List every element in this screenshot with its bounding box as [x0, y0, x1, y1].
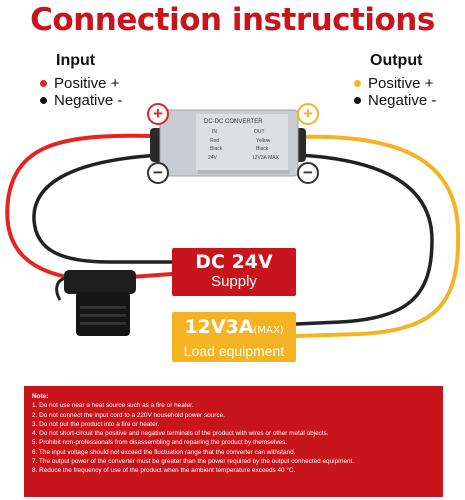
input-plus-symbol: + — [153, 104, 163, 123]
page-title: Connection instructions — [30, 2, 435, 38]
input-positive-label: Positive + — [54, 75, 120, 92]
note-item: 5. Prohibit non-professionals from disassembling and repairing the product by themselves. — [32, 439, 288, 447]
converter-red-label: Red — [210, 138, 220, 144]
output-negative-label: Negative - — [368, 92, 437, 109]
converter-black-out-label: Black — [256, 146, 269, 152]
converter-black-in-label: Black — [210, 146, 223, 152]
fuse-holder-icon — [57, 270, 136, 336]
output-minus-symbol: − — [303, 163, 313, 182]
supply-voltage: DC 24V — [195, 251, 273, 273]
notes-heading: Note: — [32, 393, 49, 400]
output-legend-heading: Output — [370, 52, 423, 69]
note-item: 8. Reduce the frequency of use of the product when the ambient temperature exceeds 40 °C. — [32, 467, 296, 475]
output-negative-wire — [296, 155, 432, 324]
note-item: 6. The input voltage should not exceed the fluctuation range that the converter can withstand. — [32, 448, 296, 456]
converter-out-rating: 12V3A MAX — [252, 155, 279, 161]
load-box — [172, 312, 296, 362]
load-label: Load equipment — [183, 343, 285, 359]
converter-label: DC-DC CONVERTER — [204, 119, 263, 125]
converter-out-label: OUT — [254, 129, 265, 135]
supply-box — [172, 248, 296, 296]
converter-yellow-label: Yellow — [256, 138, 271, 144]
output-plus-symbol: + — [303, 104, 313, 123]
supply-label: Supply — [211, 273, 257, 290]
notes-panel — [24, 386, 443, 497]
load-rating — [172, 316, 296, 342]
output-positive-label: Positive + — [368, 75, 434, 92]
input-minus-symbol: − — [153, 163, 163, 182]
converter-in-label: IN — [212, 129, 217, 135]
input-negative-label: Negative - — [54, 92, 123, 109]
output-positive-wire — [296, 137, 458, 336]
note-item: 4. Do not short-circuit the positive and negative terminals of the product with wires or other metal objects. — [32, 430, 329, 438]
load-rating-qualifier: (MAX) — [253, 325, 284, 336]
input-legend-heading: Input — [56, 52, 96, 69]
note-item: 2. Do not connect the input cord to a 220V household power source. — [32, 411, 225, 419]
note-item: 3. Do not put the product into a fire or heater. — [32, 420, 160, 428]
note-item: 7. The output power of the converter must be greater than the power required by the output connected equipment. — [32, 458, 355, 466]
load-rating-value: 12V3A — [184, 316, 254, 338]
converter-in-voltage: 24V — [208, 155, 217, 161]
note-item: 1. Do not use near a heat source such as a fire or heater. — [32, 402, 194, 410]
